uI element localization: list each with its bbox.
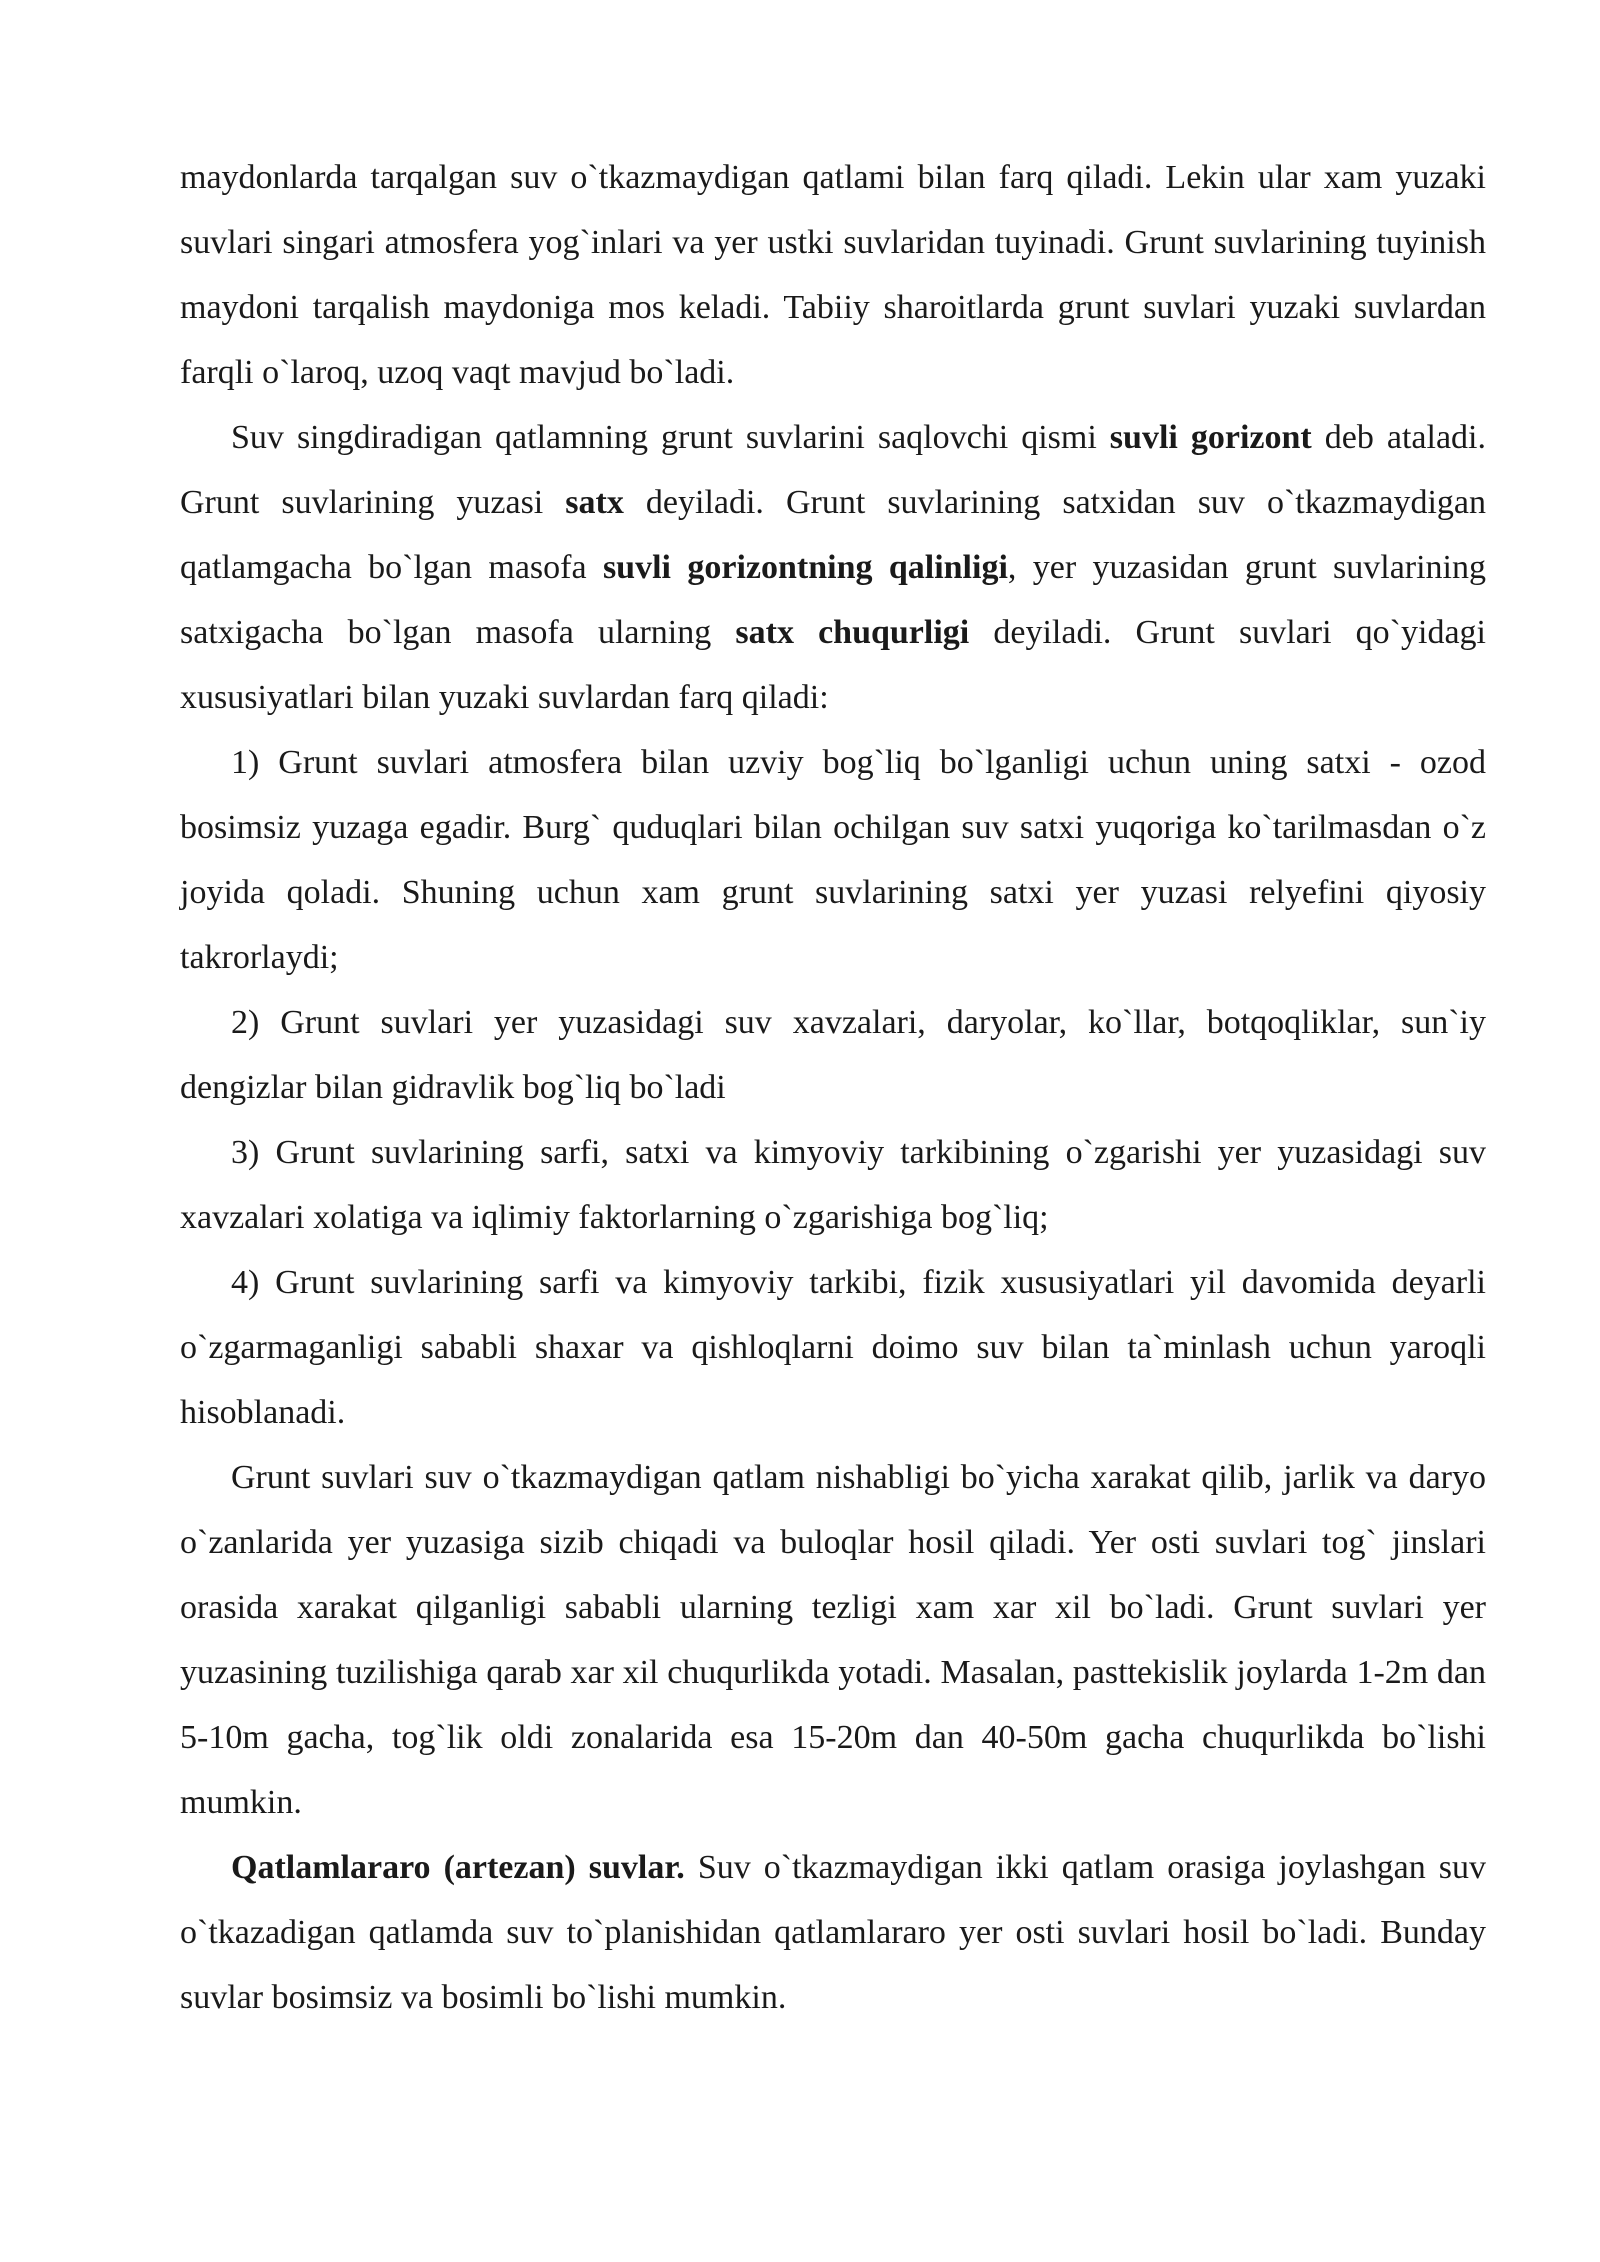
paragraph-p1 <box>180 145 1486 405</box>
text-segment: 3) Grunt suvlarining sarfi, satxi va kimyoviy tarkibining o`zgarishi yer yuzasidagi suv xavzalari xolatiga va iqlimiy faktorlarning o`zgarishiga bog`liq; <box>180 1134 1486 1236</box>
paragraph-p2 <box>180 405 1486 730</box>
text-segment: 2) Grunt suvlari yer yuzasidagi suv xavzalari, daryolar, ko`llar, botqoqliklar, sun`iy dengizlar bilan gidravlik bog`liq bo`ladi <box>180 1004 1486 1106</box>
bold-term: suvli gorizontning qalinligi <box>602 549 1008 586</box>
paragraph-p8 <box>180 1835 1486 2030</box>
paragraph-p6 <box>180 1250 1486 1445</box>
text-segment: maydonlarda tarqalgan suv o`tkazmaydigan qatlami bilan farq qiladi. Lekin ular xam yuzaki suvlari singari atmosfera yog`inlari va yer ustki suvlaridan tuyinadi. Grunt suvlarining tuyinish maydoni tarqalish maydoniga mos keladi. Tabiiy sharoitlarda grunt suvlari yuzaki suvlardan farqli o`laroq, uzoq vaqt mavjud bo`ladi. <box>180 159 1486 391</box>
text-segment: 4) Grunt suvlarining sarfi va kimyoviy tarkibi, fizik xususiyatlari yil davomida deyarli o`zgarmaganligi sababli shaxar va qishloqlarni doimo suv bilan ta`minlash uchun yaroqli hisoblanadi. <box>180 1264 1486 1431</box>
document-body <box>180 145 1486 2030</box>
bold-term: satx chuqurligi <box>735 614 970 651</box>
paragraph-p7 <box>180 1445 1486 1835</box>
bold-term: satx <box>565 484 624 521</box>
text-segment: deb ataladi. Grunt suvlarining yuzasi <box>180 419 1486 521</box>
text-segment: , yer yuzasidan grunt suvlarining satxigacha bo`lgan masofa ularning <box>180 549 1486 651</box>
text-segment: deyiladi. Grunt suvlari qo`yidagi xususiyatlari bilan yuzaki suvlardan farq qiladi: <box>180 614 1486 716</box>
paragraph-p5 <box>180 1120 1486 1250</box>
text-segment: Grunt suvlari suv o`tkazmaydigan qatlam nishabligi bo`yicha xarakat qilib, jarlik va daryo o`zanlarida yer yuzasiga sizib chiqadi va buloqlar hosil qiladi. Yer osti suvlari tog` jinslari orasida xarakat qilganligi sababli ularning tezligi xam xar xil bo`ladi. Grunt suvlari yer yuzasining tuzilishiga qarab xar xil chuqurlikda yotadi. Masalan, pasttekislik joylarda 1-2m dan 5-10m gacha, tog`lik oldi zonalarida esa 15-20m dan 40-50m gacha chuqurlikda bo`lishi mumkin. <box>180 1459 1486 1821</box>
bold-term: Qatlamlararo (artezan) suvlar. <box>231 1849 685 1886</box>
text-segment: deyiladi. Grunt suvlarining satxidan suv o`tkazmaydigan qatlamgacha bo`lgan masofa <box>180 484 1486 586</box>
paragraph-p4 <box>180 990 1486 1120</box>
text-segment: Suv singdiradigan qatlamning grunt suvlarini saqlovchi qismi <box>231 419 1110 456</box>
paragraph-p3 <box>180 730 1486 990</box>
text-segment: Suv o`tkazmaydigan ikki qatlam orasiga joylashgan suv o`tkazadigan qatlamda suv to`planishidan qatlamlararo yer osti suvlari hosil bo`ladi. Bunday suvlar bosimsiz va bosimli bo`lishi mumkin. <box>180 1849 1486 2016</box>
bold-term: suvli gorizont <box>1109 419 1312 456</box>
text-segment: 1) Grunt suvlari atmosfera bilan uzviy bog`liq bo`lganligi uchun uning satxi - ozod bosimsiz yuzaga egadir. Burg` quduqlari bilan ochilgan suv satxi yuqoriga ko`tarilmasdan o`z joyida qoladi. Shuning uchun xam grunt suvlarining satxi yer yuzasi relyefini qiyosiy takrorlaydi; <box>180 744 1486 976</box>
